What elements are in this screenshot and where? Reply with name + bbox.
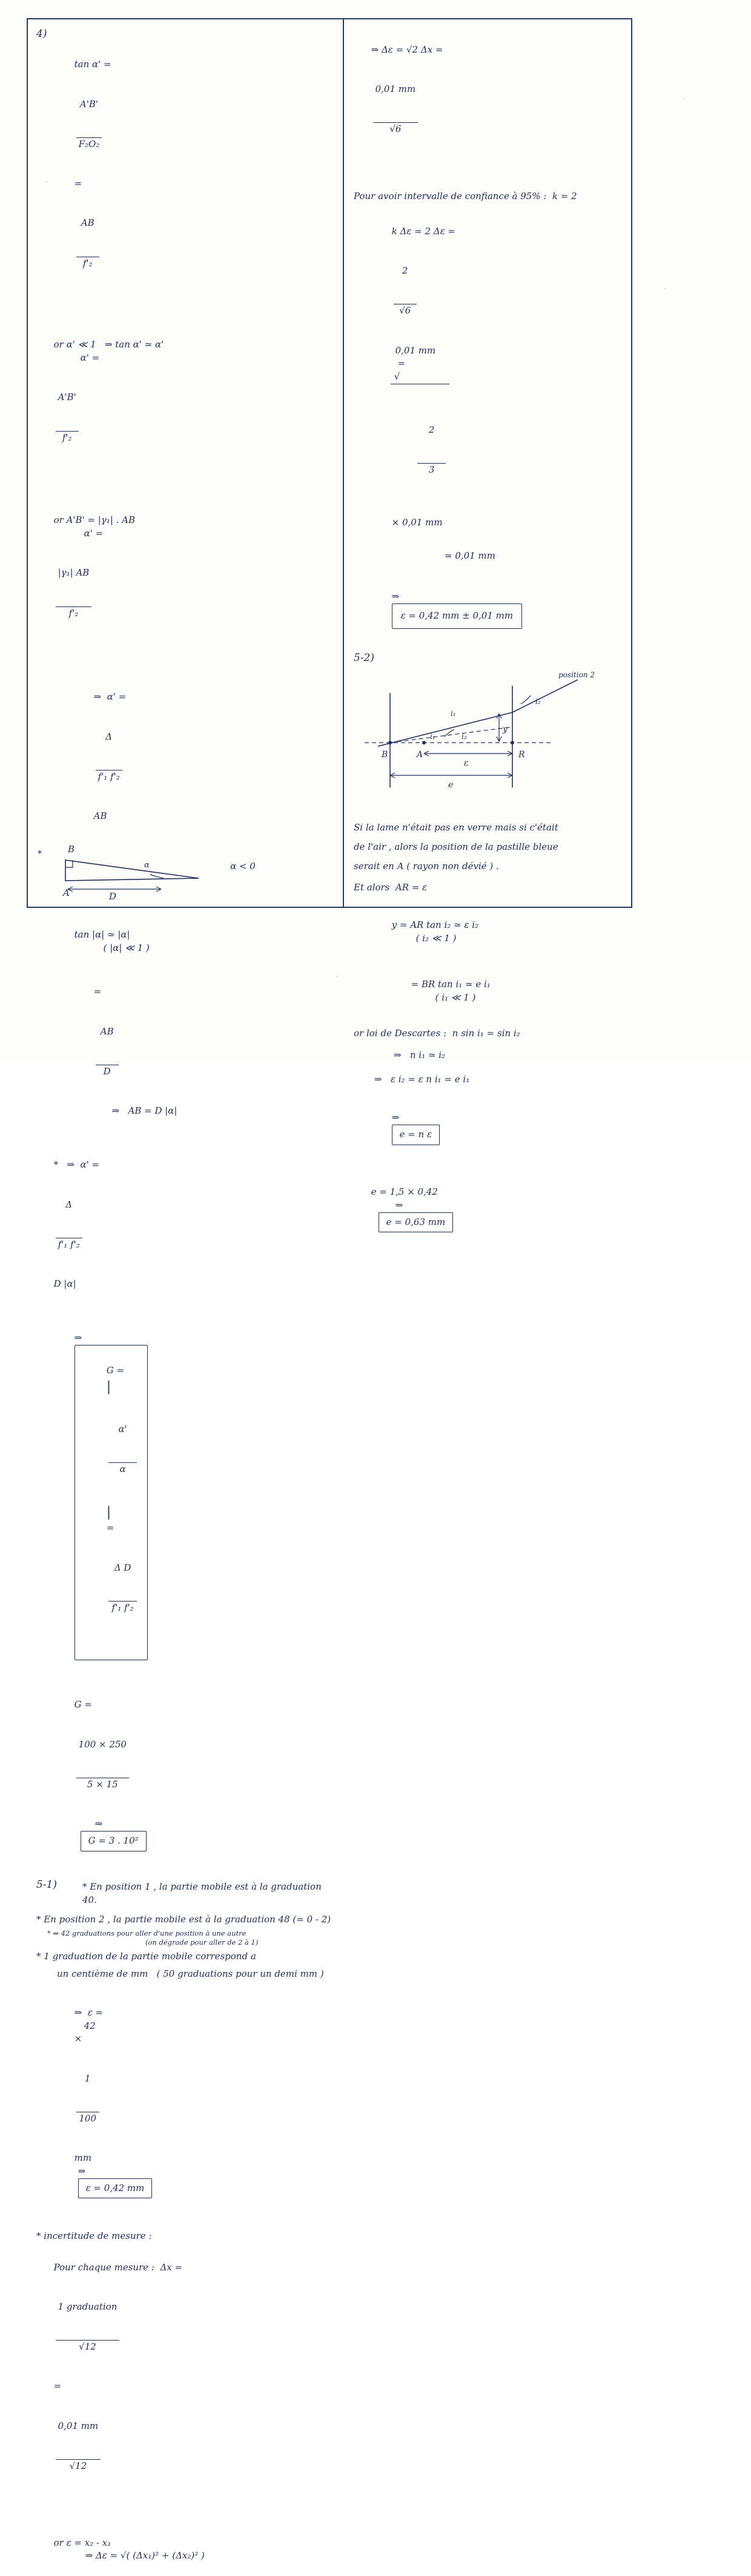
fraction-graduation-over-sqrt12 — [56, 2274, 120, 2380]
arrow-implies: ⇒ — [391, 1112, 400, 1123]
uncertainty-lhs: Pour chaque mesure : Δx = — [53, 2261, 183, 2273]
confidence-approx: ≃ 0,01 mm — [445, 550, 495, 561]
boxed-gain-result: G = 3 . 10² — [81, 1831, 147, 1852]
fraction-numerator: 1 — [84, 2072, 91, 2084]
equation-small-angle — [36, 326, 333, 484]
fraction-denominator: f'₁ f'₂ — [56, 1238, 82, 1252]
equation-alpha-final-lhs: * ⇒ α' = — [53, 1159, 100, 1171]
arrow-implies: ⇒ — [395, 1199, 403, 1211]
fraction-numerator: 2 — [402, 265, 408, 276]
fraction-2-over-sqrt6 — [394, 238, 417, 344]
boxed-epsilon-result: ε = 0,42 mm — [78, 2178, 153, 2199]
fraction-numerator: α' — [118, 1424, 127, 1435]
fraction-numerator: Δ D — [114, 1562, 131, 1573]
arrow-implies: ⇒ — [94, 1818, 103, 1830]
fraction-denominator: 3 — [417, 463, 446, 477]
confidence-calc-equals: = — [397, 358, 406, 369]
uncertainty-title: * incertitude de mesure : — [36, 2230, 152, 2242]
fraction-gamma-ab-over-f2prime — [56, 540, 92, 646]
y-epsilon-lhs: y = AR tan i₂ ≃ ε i₂ — [391, 919, 479, 930]
scan-speck — [46, 182, 47, 183]
label-A: A — [417, 750, 423, 760]
label-e: e — [448, 780, 454, 790]
fraction-ab-over-f2o2 — [76, 71, 102, 177]
fraction-numerator: 0,01 mm — [58, 2420, 99, 2431]
equation-alpha-final-tail: D |α| — [53, 1278, 76, 1290]
explanation-line-1: Si la lame n'était pas en verre mais si c'était — [354, 822, 558, 833]
q51-line-4: * 1 graduation de la partie mobile correspond a — [36, 1950, 256, 1962]
fraction-denominator: D — [96, 1065, 119, 1079]
note-alpha-negative: α < 0 — [230, 860, 256, 872]
label-i2-lower: i₂ — [462, 732, 467, 741]
arrow-implies: ⇒ — [74, 1332, 82, 1344]
fraction-denominator: f'₂ — [56, 431, 79, 445]
uncertainty-equals: = — [53, 2380, 62, 2392]
fraction-denominator: 5 × 15 — [76, 1778, 129, 1792]
delta-epsilon-formula: ⇒ Δε = √( (Δx₁)² + (Δx₂)² ) — [85, 2550, 205, 2561]
tan-abs-condition: ( |α| ≪ 1 ) — [103, 942, 150, 954]
y-e-lhs: = BR tan i₁ ≃ e i₁ — [411, 978, 491, 990]
angle-arc-i1 — [445, 729, 454, 737]
ab-over-d-lhs: = — [93, 986, 102, 997]
question-5-2-tag: 5-2) — [354, 651, 375, 664]
y-e-condition: ( i₁ ≪ 1 ) — [435, 991, 476, 1003]
scan-speck — [683, 98, 684, 99]
confidence-calc-mid: 0,01 mm — [395, 344, 436, 356]
scan-speck — [665, 288, 666, 289]
equation-alpha-expr-lhs: α' = — [80, 352, 100, 364]
fraction-denominator: √12 — [56, 2340, 120, 2354]
equation-epsilon-i2-chain: ⇒ ε i₂ = ε n i₁ = e i₁ — [374, 1073, 470, 1085]
equation-G-boxed-row — [57, 1319, 333, 1674]
sqrt-content — [391, 384, 450, 517]
epsilon-lhs: ⇒ ε = — [74, 2006, 104, 2018]
fraction-alphaprime-over-alpha — [108, 1397, 137, 1503]
equation-alpha-delta-lhs: ⇒ α' = — [93, 691, 127, 703]
q51-line-1: * En position 1 , la partie mobile est à la graduation 40. — [82, 1881, 325, 1905]
point-B-dot — [388, 741, 392, 744]
fraction-numerator: |γ₁| AB — [58, 567, 90, 579]
label-alpha: α — [144, 860, 150, 870]
point-R-dot — [511, 741, 514, 744]
equation-y-epsilon-i2 — [374, 905, 623, 958]
confidence-calc-tail: × 0,01 mm — [391, 517, 443, 528]
label-A: A — [63, 887, 70, 898]
explanation-line-2: de l'air , alors la position de la pastille bleue — [354, 841, 558, 852]
ab-result: ⇒ AB = D |α| — [111, 1105, 177, 1117]
label-i1-upper: i₁ — [451, 709, 456, 718]
fraction-gain-numeric — [76, 1712, 129, 1818]
equation-tan-alpha — [57, 45, 333, 310]
equation-gamma-relation — [36, 501, 333, 660]
explanation-line-3: serait en A ( rayon non dévié ) . — [354, 860, 499, 872]
label-R: R — [518, 750, 525, 760]
label-B: B — [382, 750, 388, 760]
descartes-law: or loi de Descartes : n sin i₁ = sin i₂ — [354, 1028, 520, 1039]
fraction-denominator: √6 — [373, 122, 419, 136]
fraction-denominator: f'₂ — [56, 606, 92, 620]
label-D: D — [109, 890, 117, 902]
equation-alpha-gamma-lhs: α' = — [84, 528, 104, 539]
equals-sign: = — [74, 178, 82, 189]
triangle-outline — [65, 860, 199, 881]
fraction-numerator: Δ — [105, 731, 113, 742]
fraction-delta-over-focals-2 — [56, 1172, 82, 1278]
undeviated-ray-dashed — [390, 727, 512, 743]
fraction-001mm-over-sqrt12 — [56, 2393, 101, 2499]
gain-numeric-lhs: G = — [74, 1699, 92, 1710]
fraction-denominator: f'₁ f'₂ — [96, 770, 122, 784]
equation-tan-abs-alpha — [57, 916, 333, 968]
epsilon-graduations: 42 — [84, 2020, 96, 2031]
q51-line-2: * En position 2 , la partie mobile est à la graduation 48 (= 0 - 2) — [36, 1913, 331, 1925]
epsilon-times: × — [74, 2033, 82, 2045]
abs-bar-close: | — [106, 1504, 111, 1520]
explanation-line-4: Et alors AR = ε — [354, 882, 428, 893]
confidence-interval-line: Pour avoir intervalle de confiance à 95% : k = 2 — [354, 191, 577, 202]
uncertainty-epsilon-def — [36, 2523, 333, 2576]
sqrt-symbol: √ — [394, 371, 400, 382]
abs-bar-open: | — [106, 1379, 111, 1395]
equation-alpha-final — [36, 1146, 333, 1304]
fraction-aprimebprime-over-f2prime — [56, 365, 79, 471]
fraction-2-over-3 — [417, 398, 446, 504]
light-ray — [378, 680, 578, 746]
epsilon-unit: mm — [74, 2152, 92, 2164]
label-i2-upper: i₂ — [535, 697, 541, 706]
boxed-e-formula: e = n ε — [392, 1125, 440, 1145]
question-4-tag: 4) — [36, 28, 47, 40]
equation-epsilon — [57, 1993, 333, 2212]
tan-abs-lhs: tan |α| ≃ |α| — [74, 929, 130, 941]
fraction-deltad-over-focals — [108, 1535, 137, 1641]
right-column — [344, 18, 632, 1227]
fraction-numerator: 0,01 mm — [375, 84, 416, 94]
fraction-numerator: Δ — [65, 1198, 73, 1210]
fraction-numerator: 100 × 250 — [78, 1738, 127, 1750]
fraction-numerator: 2 — [428, 424, 435, 435]
fraction-numerator: A'B' — [79, 98, 99, 110]
uncertainty-per-measure — [36, 2248, 333, 2512]
boxed-gain-formula — [74, 1345, 148, 1660]
equation-alpha-delta-tail: AB — [93, 810, 107, 822]
confidence-calc-lhs: k Δε = 2 Δε = — [391, 225, 455, 237]
fraction-denominator: f'₁ f'₂ — [108, 1601, 137, 1615]
label-y: y — [503, 724, 508, 735]
equation-delta-epsilon — [354, 30, 623, 176]
fraction-delta-over-focals — [96, 704, 122, 810]
equation-G-numeric — [57, 1686, 333, 1865]
fraction-ab-over-d — [96, 999, 119, 1105]
label-position-2: position 2 — [558, 671, 595, 680]
y-epsilon-condition: ( i₂ ≪ 1 ) — [415, 932, 457, 944]
question-5-1-tag: 5-1) — [36, 1879, 58, 1891]
epsilon-final-row — [374, 577, 623, 642]
equation-e-boxed-row — [374, 1098, 623, 1158]
equation-e-numeric — [354, 1172, 623, 1246]
gain-equals: = — [106, 1522, 114, 1534]
point-A-dot — [422, 741, 426, 744]
equation-confidence-calc — [374, 212, 623, 543]
scan-speck — [337, 976, 338, 977]
descartes-small-angle: ⇒ n i₁ ≃ i₂ — [394, 1049, 446, 1060]
fraction-numerator: A'B' — [58, 392, 76, 403]
epsilon-difference: or ε = x₂ - x₁ — [53, 2537, 111, 2548]
refraction-diagram — [354, 669, 620, 814]
delta-epsilon-lhs: ⇒ Δε = √2 Δx = — [371, 44, 443, 55]
q51-line-3: * ⇒ 42 graduations pour aller d'une position à une autre — [47, 1929, 246, 1938]
bullet-star: * — [38, 849, 42, 859]
fraction-001-over-sqrt6 — [373, 57, 419, 163]
gain-lhs: G = — [106, 1364, 125, 1376]
angle-arc-i2 — [521, 695, 531, 704]
gamma-relation-text: or A'B' = |γ₁| . AB — [53, 514, 136, 526]
q51-line-3b: (on dégrade pour aller de 2 à 1) — [145, 1937, 259, 1947]
angle-arc — [150, 875, 164, 878]
boxed-e-result: e = 0,63 mm — [379, 1212, 454, 1233]
fraction-denominator: √12 — [56, 2459, 101, 2473]
label-i1-lower: i₁ — [430, 732, 435, 741]
label-B: B — [68, 843, 75, 855]
small-angle-text: or α' ≪ 1 ⇒ tan α' ≃ α' — [53, 339, 164, 350]
fraction-ab-over-f2prime — [76, 191, 99, 297]
equation-alpha-delta — [76, 678, 333, 836]
fraction-denominator: α — [108, 1462, 137, 1476]
thin-triangle-figure — [36, 843, 321, 910]
fraction-denominator: f'₂ — [76, 257, 99, 271]
fraction-one-hundredth — [76, 2046, 99, 2152]
fraction-denominator: F₂O₂ — [76, 137, 102, 151]
q51-line-5: un centième de mm ( 50 graduations pour un demi mm ) — [57, 1968, 324, 1980]
fraction-denominator: √6 — [394, 304, 417, 318]
fraction-numerator: AB — [100, 1025, 114, 1037]
label-epsilon: ε — [464, 758, 469, 769]
arrow-implies: ⇒ — [78, 2165, 86, 2177]
fraction-numerator: 1 graduation — [58, 2301, 117, 2312]
equation-y-e-i1 — [394, 965, 623, 1017]
fraction-denominator: 100 — [76, 2112, 99, 2126]
e-numeric-lhs: e = 1,5 × 0,42 — [371, 1186, 438, 1198]
arrow-implies: ⇒ — [391, 591, 400, 602]
fraction-numerator: AB — [81, 217, 94, 229]
boxed-epsilon-with-uncertainty: ε = 0,42 mm ± 0,01 mm — [392, 603, 523, 629]
equation-tan-alpha-lhs: tan α' = — [74, 59, 111, 70]
equation-ab-over-d — [76, 973, 333, 1131]
